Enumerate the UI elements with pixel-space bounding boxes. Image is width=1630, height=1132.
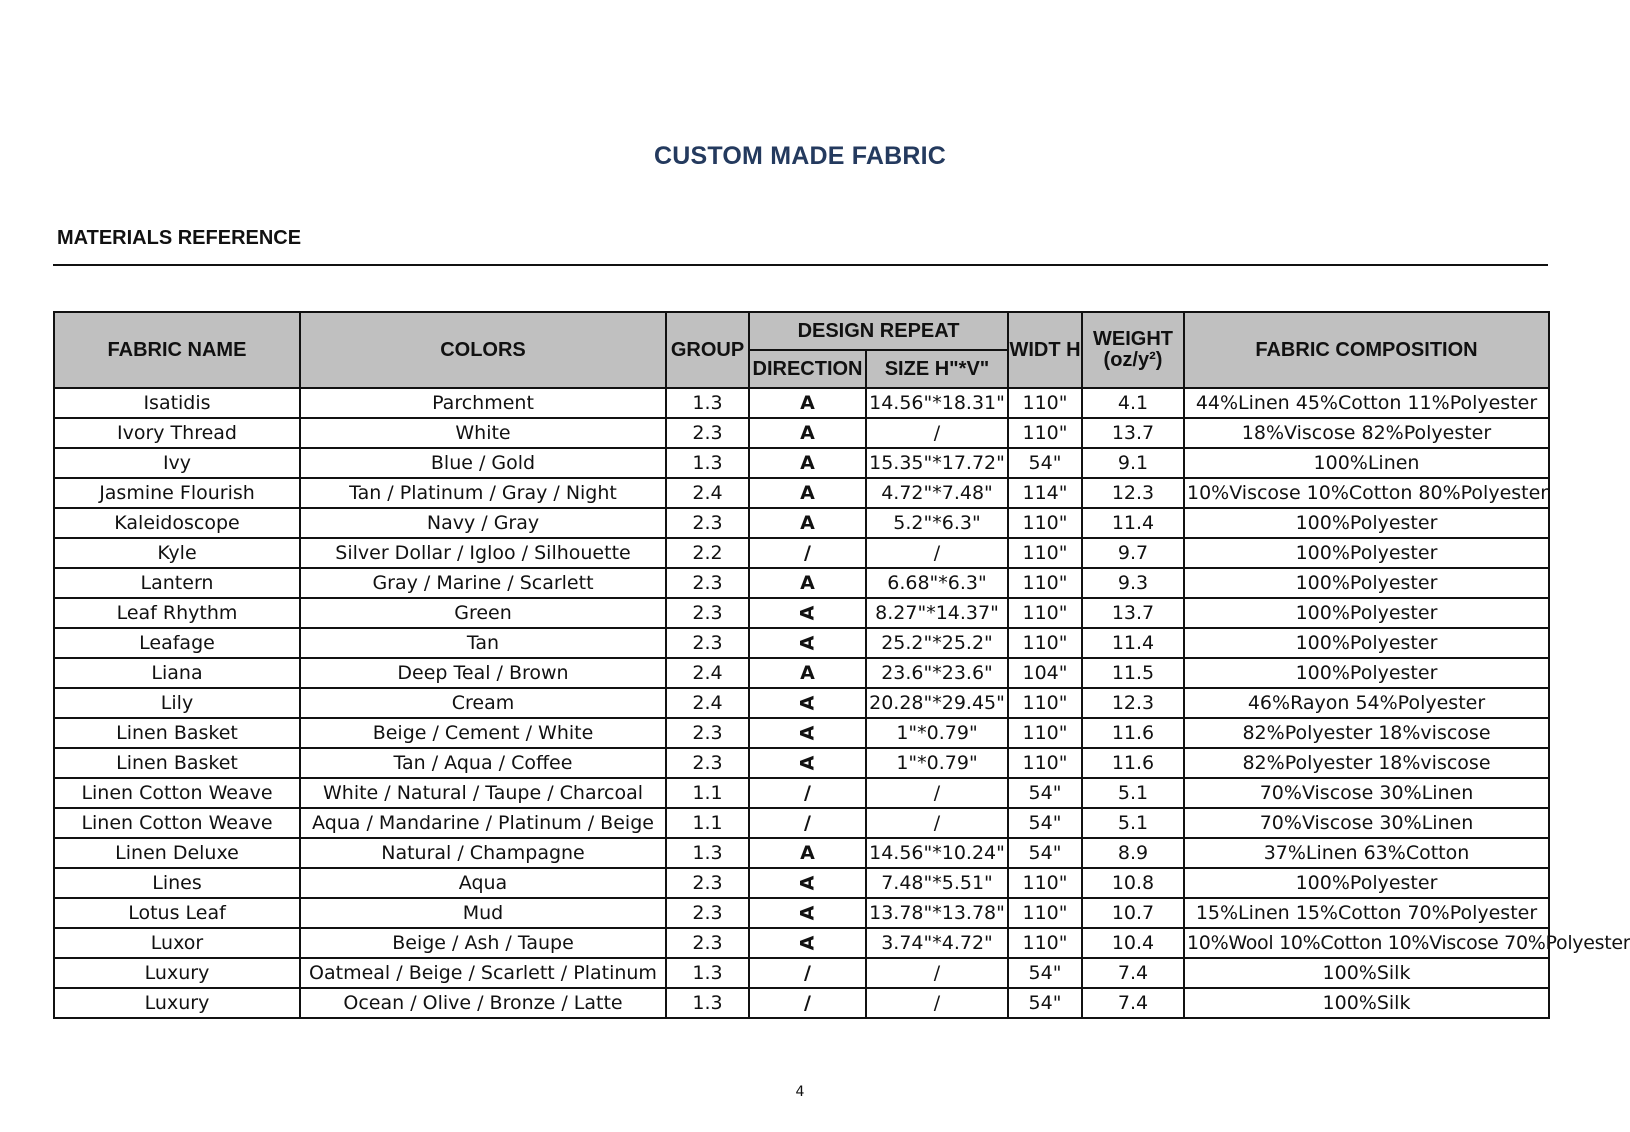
cell-direction bbox=[749, 688, 866, 718]
direction-mark: A bbox=[800, 422, 815, 444]
direction-rotated-mark: A bbox=[796, 605, 819, 621]
direction-mark: A bbox=[800, 392, 815, 414]
cell-direction bbox=[749, 388, 866, 418]
direction-mark: / bbox=[804, 812, 811, 834]
table-row bbox=[54, 958, 1549, 988]
cell-size: 4.72"*7.48" bbox=[866, 478, 1008, 508]
cell-width: 110" bbox=[1008, 418, 1082, 448]
cell-width: 110" bbox=[1008, 718, 1082, 748]
cell-direction bbox=[749, 508, 866, 538]
direction-rotated-mark: A bbox=[796, 695, 819, 711]
cell-weight: 10.8 bbox=[1082, 868, 1184, 898]
table-row bbox=[54, 838, 1549, 868]
cell-width: 110" bbox=[1008, 568, 1082, 598]
cell-group: 2.3 bbox=[666, 898, 749, 928]
cell-width: 110" bbox=[1008, 688, 1082, 718]
header-direction: DIRECTION bbox=[749, 350, 866, 388]
table-row bbox=[54, 868, 1549, 898]
cell-weight: 11.6 bbox=[1082, 748, 1184, 778]
cell-size: 7.48"*5.51" bbox=[866, 868, 1008, 898]
cell-fabric-name: Linen Cotton Weave bbox=[54, 778, 300, 808]
table-row bbox=[54, 928, 1549, 958]
cell-direction bbox=[749, 808, 866, 838]
cell-weight: 13.7 bbox=[1082, 418, 1184, 448]
cell-width: 110" bbox=[1008, 388, 1082, 418]
cell-width: 114" bbox=[1008, 478, 1082, 508]
cell-direction bbox=[749, 958, 866, 988]
cell-group: 1.3 bbox=[666, 388, 749, 418]
direction-mark: / bbox=[804, 542, 811, 564]
table-row bbox=[54, 778, 1549, 808]
materials-table bbox=[53, 311, 1630, 1019]
cell-size: 6.68"*6.3" bbox=[866, 568, 1008, 598]
header-size: SIZE H"*V" bbox=[866, 350, 1008, 388]
cell-fabric-name: Lantern bbox=[54, 568, 300, 598]
cell-group: 1.3 bbox=[666, 958, 749, 988]
cell-colors: Aqua bbox=[300, 868, 666, 898]
direction-mark: / bbox=[804, 962, 811, 984]
cell-colors: Deep Teal / Brown bbox=[300, 658, 666, 688]
table-row bbox=[54, 418, 1549, 448]
cell-width: 110" bbox=[1008, 628, 1082, 658]
direction-mark: A bbox=[800, 512, 815, 534]
cell-width: 110" bbox=[1008, 868, 1082, 898]
cell-group: 1.1 bbox=[666, 808, 749, 838]
cell-fabric-name: Luxor bbox=[54, 928, 300, 958]
cell-group: 1.1 bbox=[666, 778, 749, 808]
cell-colors: Mud bbox=[300, 898, 666, 928]
cell-fabric-name: Ivy bbox=[54, 448, 300, 478]
cell-group: 2.4 bbox=[666, 688, 749, 718]
cell-weight: 10.4 bbox=[1082, 928, 1184, 958]
cell-composition: 70%Viscose 30%Linen bbox=[1184, 778, 1549, 808]
direction-mark: A bbox=[800, 482, 815, 504]
cell-width: 110" bbox=[1008, 898, 1082, 928]
direction-mark: A bbox=[800, 842, 815, 864]
cell-composition: 70%Viscose 30%Linen bbox=[1184, 808, 1549, 838]
cell-group: 1.3 bbox=[666, 448, 749, 478]
table-row bbox=[54, 628, 1549, 658]
cell-fabric-name: Lily bbox=[54, 688, 300, 718]
cell-width: 54" bbox=[1008, 808, 1082, 838]
cell-composition: 10%Viscose 10%Cotton 80%Polyester bbox=[1184, 478, 1549, 508]
cell-weight: 10.7 bbox=[1082, 898, 1184, 928]
cell-weight: 12.3 bbox=[1082, 688, 1184, 718]
cell-fabric-name: Luxury bbox=[54, 958, 300, 988]
cell-direction bbox=[749, 778, 866, 808]
cell-fabric-name: Lotus Leaf bbox=[54, 898, 300, 928]
cell-colors: Ocean / Olive / Bronze / Latte bbox=[300, 988, 666, 1018]
cell-group: 2.3 bbox=[666, 568, 749, 598]
cell-width: 110" bbox=[1008, 598, 1082, 628]
cell-composition: 82%Polyester 18%viscose bbox=[1184, 718, 1549, 748]
header-colors: COLORS bbox=[300, 312, 666, 388]
direction-rotated-mark: A bbox=[796, 905, 819, 921]
cell-size: 14.56"*10.24" bbox=[866, 838, 1008, 868]
header-group: GROUP bbox=[666, 312, 749, 388]
cell-direction bbox=[749, 568, 866, 598]
cell-colors: Tan bbox=[300, 628, 666, 658]
cell-composition: 82%Polyester 18%viscose bbox=[1184, 748, 1549, 778]
cell-fabric-name: Linen Deluxe bbox=[54, 838, 300, 868]
cell-direction bbox=[749, 538, 866, 568]
table-row bbox=[54, 598, 1549, 628]
cell-colors: Tan / Aqua / Coffee bbox=[300, 748, 666, 778]
cell-group: 2.3 bbox=[666, 418, 749, 448]
cell-fabric-name: Jasmine Flourish bbox=[54, 478, 300, 508]
cell-composition: 100%Polyester bbox=[1184, 628, 1549, 658]
cell-weight: 8.9 bbox=[1082, 838, 1184, 868]
cell-width: 104" bbox=[1008, 658, 1082, 688]
cell-fabric-name: Linen Cotton Weave bbox=[54, 808, 300, 838]
cell-size: 23.6"*23.6" bbox=[866, 658, 1008, 688]
cell-group: 2.3 bbox=[666, 928, 749, 958]
cell-direction bbox=[749, 838, 866, 868]
cell-group: 2.3 bbox=[666, 598, 749, 628]
table-row bbox=[54, 898, 1549, 928]
cell-group: 2.3 bbox=[666, 868, 749, 898]
table-body bbox=[54, 388, 1630, 1018]
table-row bbox=[54, 478, 1549, 508]
direction-rotated-mark: A bbox=[796, 935, 819, 951]
cell-colors: Gray / Marine / Scarlett bbox=[300, 568, 666, 598]
cell-colors: Cream bbox=[300, 688, 666, 718]
direction-rotated-mark: A bbox=[796, 875, 819, 891]
header-fabric-composition: FABRIC COMPOSITION bbox=[1184, 312, 1549, 388]
direction-mark: / bbox=[804, 992, 811, 1014]
cell-size: 3.74"*4.72" bbox=[866, 928, 1008, 958]
page-title: CUSTOM MADE FABRIC bbox=[653, 142, 947, 170]
cell-fabric-name: Kaleidoscope bbox=[54, 508, 300, 538]
cell-composition: 37%Linen 63%Cotton bbox=[1184, 838, 1549, 868]
cell-group: 2.4 bbox=[666, 478, 749, 508]
header-width: WIDT H bbox=[1008, 312, 1082, 388]
cell-weight: 7.4 bbox=[1082, 958, 1184, 988]
table-row bbox=[54, 988, 1549, 1018]
cell-colors: White / Natural / Taupe / Charcoal bbox=[300, 778, 666, 808]
cell-size: 14.56"*18.31" bbox=[866, 388, 1008, 418]
cell-fabric-name: Kyle bbox=[54, 538, 300, 568]
cell-colors: Green bbox=[300, 598, 666, 628]
cell-colors: White bbox=[300, 418, 666, 448]
cell-size: 13.78"*13.78" bbox=[866, 898, 1008, 928]
cell-fabric-name: Luxury bbox=[54, 988, 300, 1018]
cell-fabric-name: Isatidis bbox=[54, 388, 300, 418]
table-row bbox=[54, 448, 1549, 478]
cell-group: 2.3 bbox=[666, 748, 749, 778]
cell-composition: 44%Linen 45%Cotton 11%Polyester bbox=[1184, 388, 1549, 418]
cell-fabric-name: Lines bbox=[54, 868, 300, 898]
cell-direction bbox=[749, 418, 866, 448]
cell-direction bbox=[749, 868, 866, 898]
cell-fabric-name: Linen Basket bbox=[54, 748, 300, 778]
cell-weight: 5.1 bbox=[1082, 808, 1184, 838]
table-row bbox=[54, 688, 1549, 718]
cell-fabric-name: Linen Basket bbox=[54, 718, 300, 748]
cell-composition: 100%Polyester bbox=[1184, 568, 1549, 598]
cell-width: 110" bbox=[1008, 538, 1082, 568]
cell-group: 2.2 bbox=[666, 538, 749, 568]
cell-weight: 12.3 bbox=[1082, 478, 1184, 508]
cell-direction bbox=[749, 898, 866, 928]
cell-colors: Navy / Gray bbox=[300, 508, 666, 538]
cell-size: 25.2"*25.2" bbox=[866, 628, 1008, 658]
cell-weight: 11.4 bbox=[1082, 508, 1184, 538]
cell-weight: 11.4 bbox=[1082, 628, 1184, 658]
cell-group: 2.3 bbox=[666, 718, 749, 748]
direction-rotated-mark: A bbox=[796, 755, 819, 771]
cell-group: 1.3 bbox=[666, 838, 749, 868]
cell-composition: 100%Linen bbox=[1184, 448, 1549, 478]
section-divider bbox=[53, 264, 1548, 266]
section-heading: MATERIALS REFERENCE bbox=[57, 227, 302, 249]
cell-composition: 100%Silk bbox=[1184, 988, 1549, 1018]
cell-composition: 100%Polyester bbox=[1184, 598, 1549, 628]
cell-group: 2.4 bbox=[666, 658, 749, 688]
cell-fabric-name: Leafage bbox=[54, 628, 300, 658]
cell-size: / bbox=[866, 988, 1008, 1018]
cell-composition: 10%Wool 10%Cotton 10%Viscose 70%Polyester bbox=[1184, 928, 1549, 958]
cell-width: 110" bbox=[1008, 748, 1082, 778]
cell-size: / bbox=[866, 418, 1008, 448]
table-row bbox=[54, 748, 1549, 778]
cell-composition: 100%Polyester bbox=[1184, 868, 1549, 898]
cell-width: 54" bbox=[1008, 838, 1082, 868]
cell-colors: Tan / Platinum / Gray / Night bbox=[300, 478, 666, 508]
cell-composition: 100%Silk bbox=[1184, 958, 1549, 988]
cell-composition: 46%Rayon 54%Polyester bbox=[1184, 688, 1549, 718]
cell-colors: Silver Dollar / Igloo / Silhouette bbox=[300, 538, 666, 568]
cell-weight: 4.1 bbox=[1082, 388, 1184, 418]
cell-colors: Beige / Cement / White bbox=[300, 718, 666, 748]
cell-size: 1"*0.79" bbox=[866, 748, 1008, 778]
cell-composition: 100%Polyester bbox=[1184, 658, 1549, 688]
cell-weight: 11.6 bbox=[1082, 718, 1184, 748]
cell-weight: 9.7 bbox=[1082, 538, 1184, 568]
cell-size: 15.35"*17.72" bbox=[866, 448, 1008, 478]
cell-direction bbox=[749, 718, 866, 748]
direction-mark: / bbox=[804, 782, 811, 804]
cell-weight: 13.7 bbox=[1082, 598, 1184, 628]
direction-mark: A bbox=[800, 662, 815, 684]
cell-composition: 100%Polyester bbox=[1184, 508, 1549, 538]
cell-direction bbox=[749, 748, 866, 778]
cell-width: 54" bbox=[1008, 448, 1082, 478]
cell-fabric-name: Leaf Rhythm bbox=[54, 598, 300, 628]
cell-size: / bbox=[866, 808, 1008, 838]
cell-size: 1"*0.79" bbox=[866, 718, 1008, 748]
cell-size: / bbox=[866, 958, 1008, 988]
table-row bbox=[54, 808, 1549, 838]
direction-rotated-mark: A bbox=[796, 635, 819, 651]
cell-weight: 9.3 bbox=[1082, 568, 1184, 598]
cell-direction bbox=[749, 598, 866, 628]
table-row bbox=[54, 508, 1549, 538]
table-row bbox=[54, 658, 1549, 688]
cell-fabric-name: Liana bbox=[54, 658, 300, 688]
page-number: 4 bbox=[795, 1084, 805, 1100]
cell-size: 20.28"*29.45" bbox=[866, 688, 1008, 718]
direction-mark: A bbox=[800, 452, 815, 474]
cell-size: 5.2"*6.3" bbox=[866, 508, 1008, 538]
header-fabric-name: FABRIC NAME bbox=[54, 312, 300, 388]
cell-size: 8.27"*14.37" bbox=[866, 598, 1008, 628]
cell-weight: 7.4 bbox=[1082, 988, 1184, 1018]
cell-colors: Natural / Champagne bbox=[300, 838, 666, 868]
cell-group: 1.3 bbox=[666, 988, 749, 1018]
cell-direction bbox=[749, 448, 866, 478]
cell-direction bbox=[749, 988, 866, 1018]
cell-composition: 100%Polyester bbox=[1184, 538, 1549, 568]
direction-mark: A bbox=[800, 572, 815, 594]
cell-size: / bbox=[866, 538, 1008, 568]
header-design-repeat: DESIGN REPEAT bbox=[749, 312, 1008, 350]
cell-direction bbox=[749, 928, 866, 958]
direction-rotated-mark: A bbox=[796, 725, 819, 741]
cell-composition: 15%Linen 15%Cotton 70%Polyester bbox=[1184, 898, 1549, 928]
table-row bbox=[54, 718, 1549, 748]
cell-weight: 11.5 bbox=[1082, 658, 1184, 688]
cell-weight: 9.1 bbox=[1082, 448, 1184, 478]
cell-size: / bbox=[866, 778, 1008, 808]
cell-width: 54" bbox=[1008, 778, 1082, 808]
cell-width: 110" bbox=[1008, 508, 1082, 538]
header-weight: WEIGHT (oz/y²) bbox=[1082, 312, 1184, 388]
cell-colors: Parchment bbox=[300, 388, 666, 418]
table-row bbox=[54, 568, 1549, 598]
cell-group: 2.3 bbox=[666, 508, 749, 538]
cell-fabric-name: Ivory Thread bbox=[54, 418, 300, 448]
table-row bbox=[54, 388, 1549, 418]
cell-composition: 18%Viscose 82%Polyester bbox=[1184, 418, 1549, 448]
cell-width: 54" bbox=[1008, 988, 1082, 1018]
cell-group: 2.3 bbox=[666, 628, 749, 658]
cell-direction bbox=[749, 628, 866, 658]
cell-colors: Blue / Gold bbox=[300, 448, 666, 478]
cell-direction bbox=[749, 658, 866, 688]
table-row bbox=[54, 538, 1549, 568]
cell-direction bbox=[749, 478, 866, 508]
cell-colors: Oatmeal / Beige / Scarlett / Platinum bbox=[300, 958, 666, 988]
cell-width: 110" bbox=[1008, 928, 1082, 958]
cell-width: 54" bbox=[1008, 958, 1082, 988]
cell-weight: 5.1 bbox=[1082, 778, 1184, 808]
cell-colors: Aqua / Mandarine / Platinum / Beige bbox=[300, 808, 666, 838]
cell-colors: Beige / Ash / Taupe bbox=[300, 928, 666, 958]
